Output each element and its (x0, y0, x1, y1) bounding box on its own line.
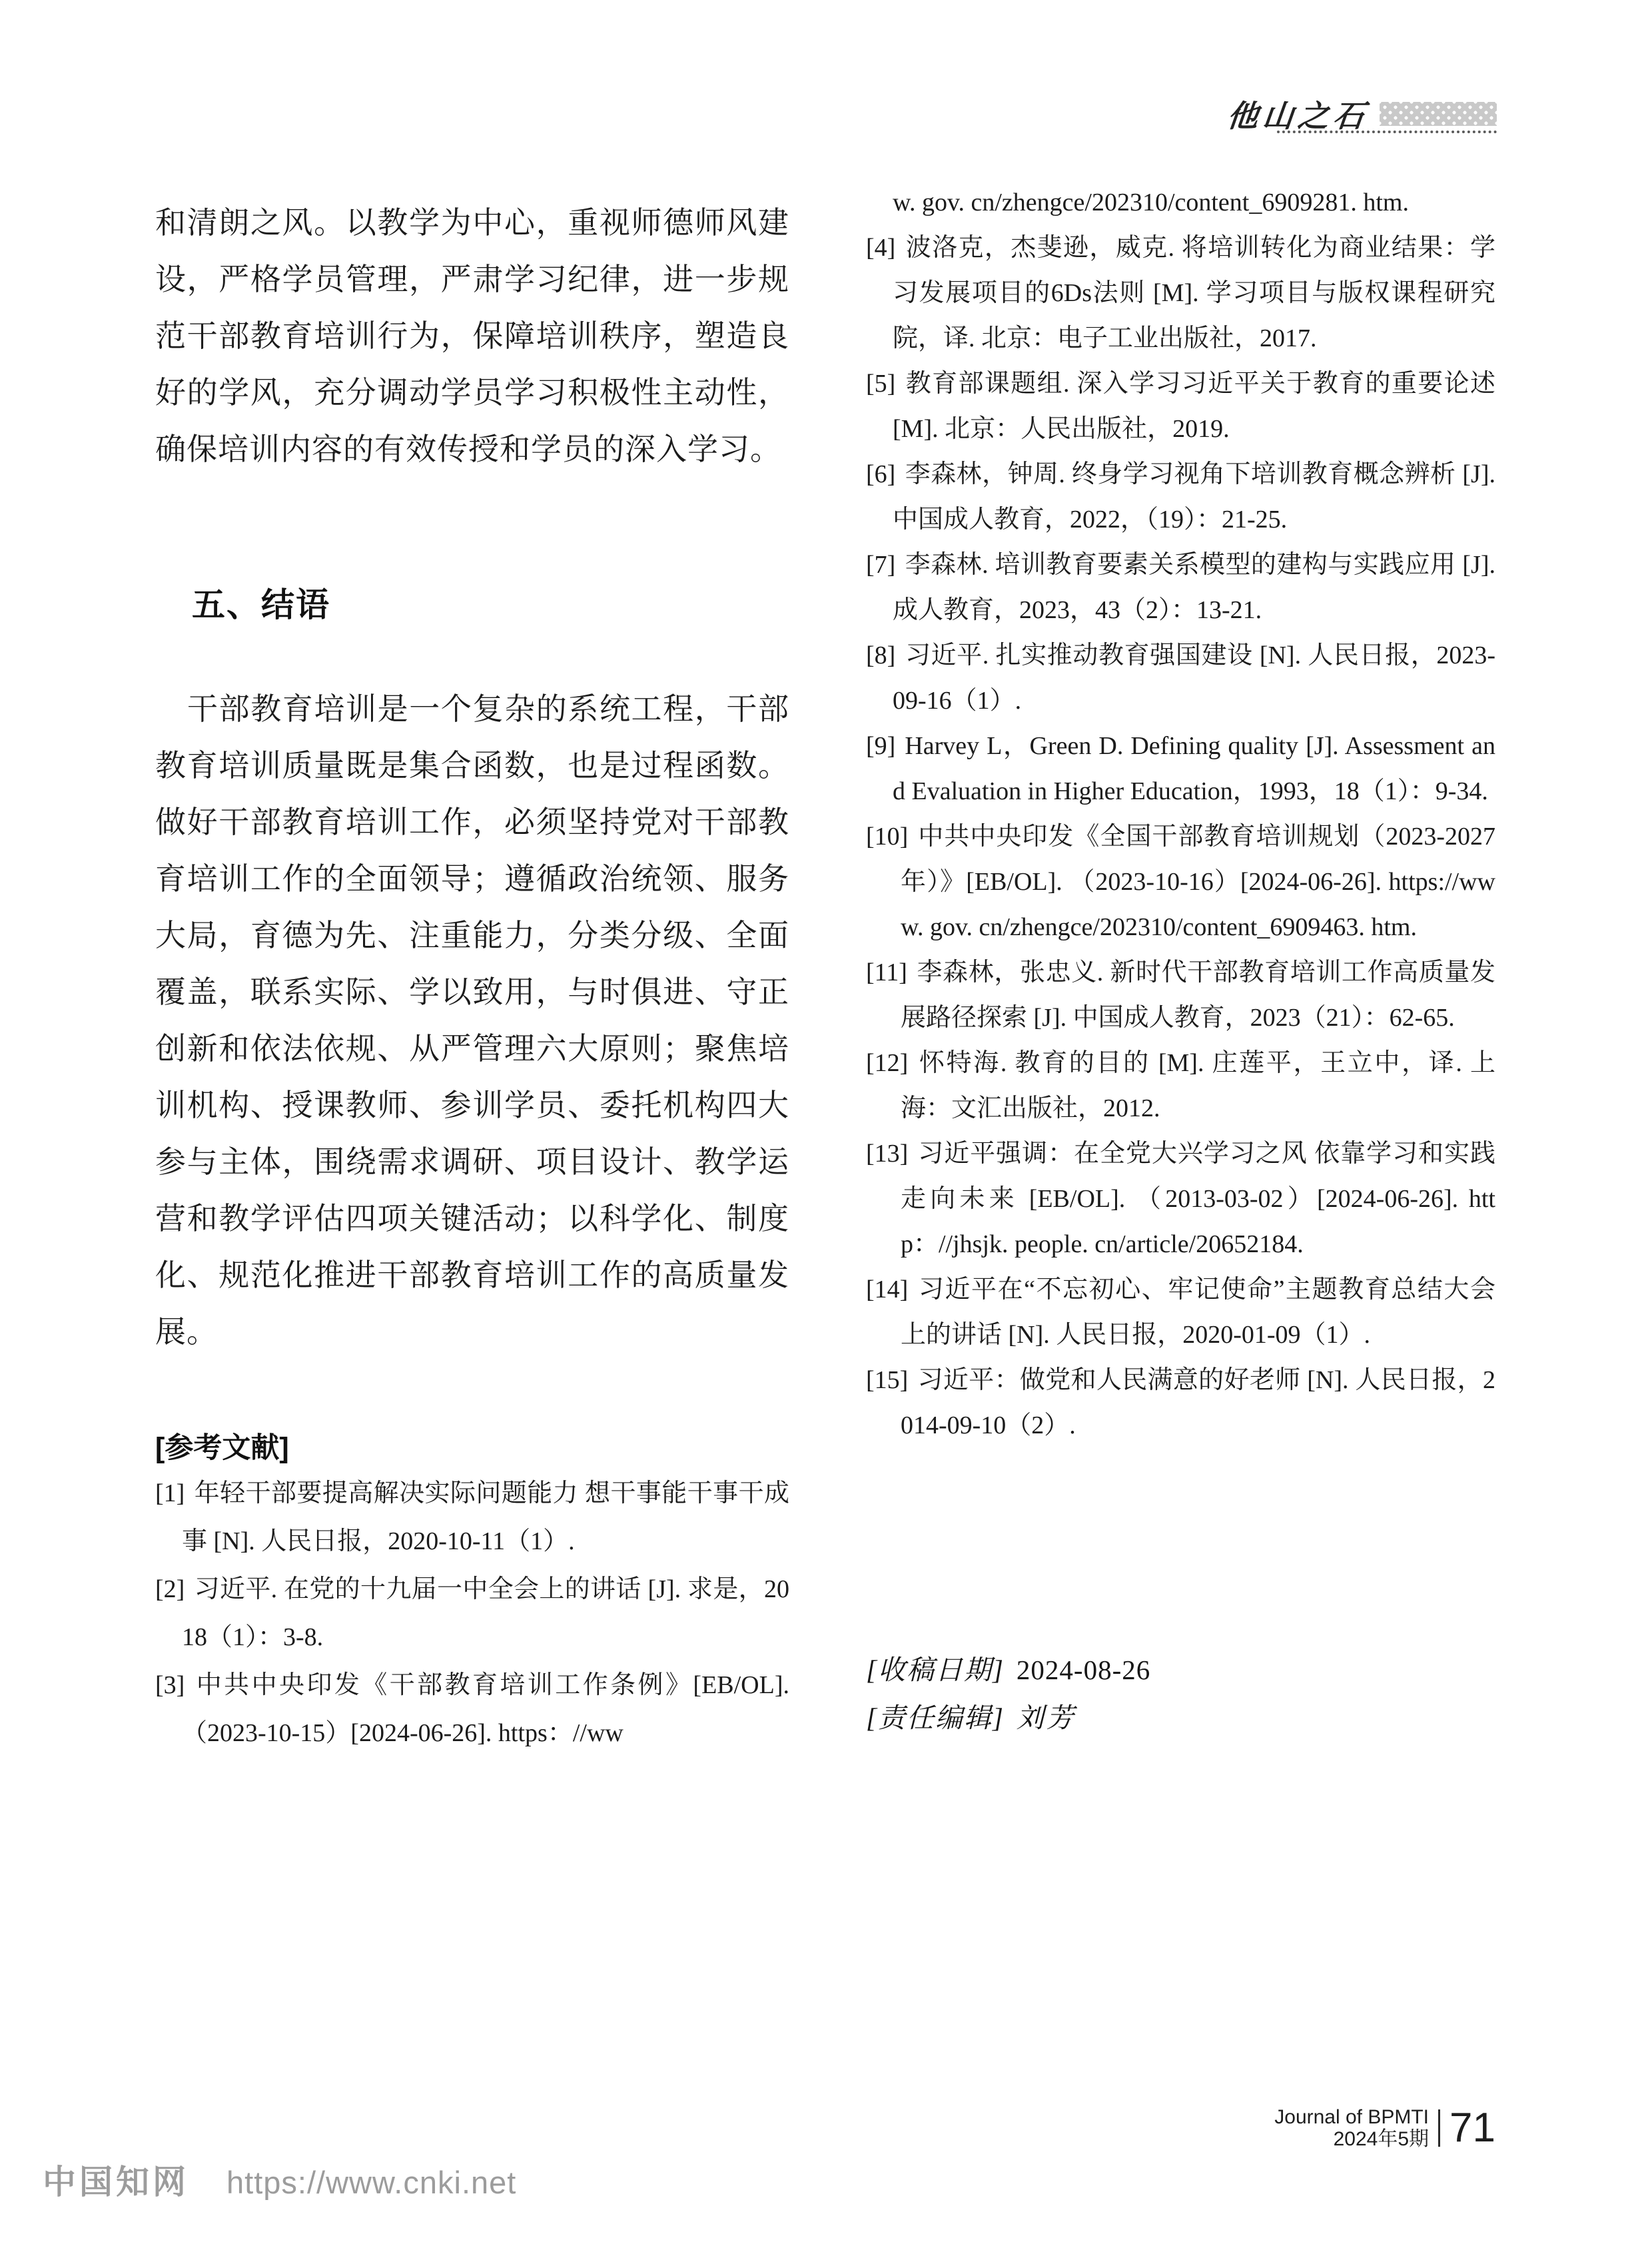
footer-journal-info (1274, 2106, 1495, 2150)
reference-number: [11] (866, 958, 907, 986)
reference-text: 习近平：做党和人民满意的好老师 [N]. 人民日报，2014-09-10（2）. (901, 1366, 1495, 1439)
reference-text: 李森林，张忠义. 新时代干部教育培训工作高质量发展路径探索 [J]. 中国成人教育，2023（21）：62-65. (901, 958, 1495, 1032)
reference-text: 习近平强调：在全党大兴学习之风 依靠学习和实践走向未来 [EB/OL]. （2013-03-02）[2024-06-26]. http：//jhsjk. people. cn/article/20652184. (901, 1140, 1495, 1258)
reference-text: 习近平. 扎实推动教育强国建设 [N]. 人民日报，2023-09-16（1）. (893, 641, 1495, 715)
reference-item (866, 1357, 1495, 1448)
journal-name-issue (1274, 2106, 1429, 2150)
reference-item (866, 723, 1495, 814)
reference-item (866, 633, 1495, 723)
reference-number: [14] (866, 1276, 909, 1304)
reference-number: [9] (866, 732, 896, 760)
reference-item (866, 1267, 1495, 1357)
reference-item (866, 950, 1495, 1040)
cnki-watermark-name: 中国知网 (43, 2163, 189, 2201)
received-date-line (866, 1647, 1150, 1693)
reference-number: [13] (866, 1140, 909, 1168)
editor-label: [责任编辑] (866, 1702, 1005, 1733)
reference-number: [4] (866, 234, 896, 262)
reference-item (866, 542, 1495, 633)
reference-number: [6] (866, 460, 896, 488)
reference-item (155, 1661, 789, 1757)
reference-text: 李森林. 培训教育要素关系模型的建构与实践应用 [J]. 成人教育，2023，43（2）：13-21. (893, 551, 1495, 624)
editor-line (866, 1694, 1076, 1741)
references-list-right (866, 180, 1495, 1448)
reference-number: [15] (866, 1366, 909, 1394)
conclusion-paragraph: 干部教育培训是一个复杂的系统工程，干部教育培训质量既是集合函数，也是过程函数。做好干部教育培训工作，必须坚持党对干部教育培训工作的全面领导；遵循政治统领、服务大局，育德为先、注重能力，分类分级、全面覆盖，联系实际、学以致用，与时俱进、守正创新和依法依规、从严管理六大原则；聚焦培训机构、授课教师、参训学员、委托机构四大参与主体，围绕需求调研、项目设计、教学运营和教学评估四项关键活动；以科学化、制度化、规范化推进干部教育培训工作的高质量发展。 (155, 692, 789, 1349)
conclusion-heading: 五、结语 (192, 586, 330, 623)
reference-number: [2] (155, 1575, 185, 1603)
reference-text: 中共中央印发《全国干部教育培训规划（2023-2027年）》[EB/OL]. （2023-10-16）[2024-06-26]. https://www. gov. cn/zhengce/202310/content_6909463. htm. (901, 823, 1495, 941)
reference-item (155, 1565, 789, 1661)
reference-text: 怀特海. 教育的目的 [M]. 庄莲平，王立中，译. 上海：文汇出版社，2012. (901, 1049, 1495, 1122)
reference-item (866, 1131, 1495, 1267)
editor-name: 刘芳 (1016, 1702, 1076, 1733)
received-date-label: [收稿日期] (866, 1655, 1005, 1685)
reference-item (866, 1040, 1495, 1131)
reference-item (866, 452, 1495, 542)
reference-number: [10] (866, 823, 909, 851)
reference-number: [7] (866, 551, 896, 579)
cnki-watermark (43, 2155, 516, 2203)
reference-number: [8] (866, 641, 896, 669)
footer-divider (1438, 2109, 1440, 2147)
header-dotted-rule (1277, 131, 1497, 133)
paragraph-continued: 和清朗之风。以教学为中心，重视师德师风建设，严格学员管理，严肃学习纪律，进一步规范干部教育培训行为，保障培训秩序，塑造良好的学风，充分调动学员学习积极性主动性，确保培训内容的有效传授和学员的深入学习。 (155, 206, 789, 466)
journal-name: Journal of BPMTI (1274, 2106, 1430, 2128)
reference-item (866, 225, 1495, 361)
reference-text: 中共中央印发《干部教育培训工作条例》[EB/OL]. （2023-10-15）[2024-06-26]. https：//ww (182, 1671, 789, 1747)
references-list-left (155, 1469, 789, 1757)
reference-text: 李森林，钟周. 终身学习视角下培训教育概念辨析 [J]. 中国成人教育，2022，（19）：21-25. (893, 460, 1495, 534)
reference-number: [5] (866, 370, 896, 398)
reference-item (866, 361, 1495, 452)
reference-number: [1] (155, 1479, 185, 1507)
reference-number: [3] (155, 1671, 185, 1699)
page-header (1225, 92, 1497, 136)
received-date-value: 2024-08-26 (1016, 1655, 1151, 1685)
reference-text: 习近平. 在党的十九届一中全会上的讲话 [J]. 求是，2018（1）：3-8. (182, 1575, 789, 1651)
header-decorative-pattern (1380, 102, 1497, 126)
reference-text: 习近平在“不忘初心、牢记使命”主题教育总结大会上的讲话 [N]. 人民日报，2020-01-09（1）. (901, 1276, 1495, 1349)
reference-text: 教育部课题组. 深入学习习近平关于教育的重要论述 [M]. 北京：人民出版社，2019. (893, 370, 1495, 443)
cnki-watermark-url: https://www.cnki.net (226, 2165, 517, 2200)
reference-item (866, 814, 1495, 950)
section-label: 他山之石 (1225, 99, 1371, 133)
reference-number: [12] (866, 1049, 909, 1077)
page-number: 71 (1449, 2105, 1495, 2151)
reference-continuation: w. gov. cn/zhengce/202310/content_6909281. htm. (893, 188, 1409, 216)
references-heading: [参考文献] (155, 1432, 289, 1464)
reference-text: 年轻干部要提高解决实际问题能力 想干事能干事干成事 [N]. 人民日报，2020-10-11（1）. (182, 1479, 789, 1555)
reference-item (155, 1469, 789, 1565)
reference-text: 波洛克，杰斐逊，威克. 将培训转化为商业结果：学习发展项目的6Ds法则 [M]. 学习项目与版权课程研究院，译. 北京：电子工业出版社，2017. (893, 234, 1495, 352)
journal-issue: 2024年5期 (1333, 2128, 1430, 2150)
reference-text: Harvey L，Green D. Defining quality [J]. Assessment and Evaluation in Higher Education，1993，18（1）：9-34. (893, 732, 1495, 805)
